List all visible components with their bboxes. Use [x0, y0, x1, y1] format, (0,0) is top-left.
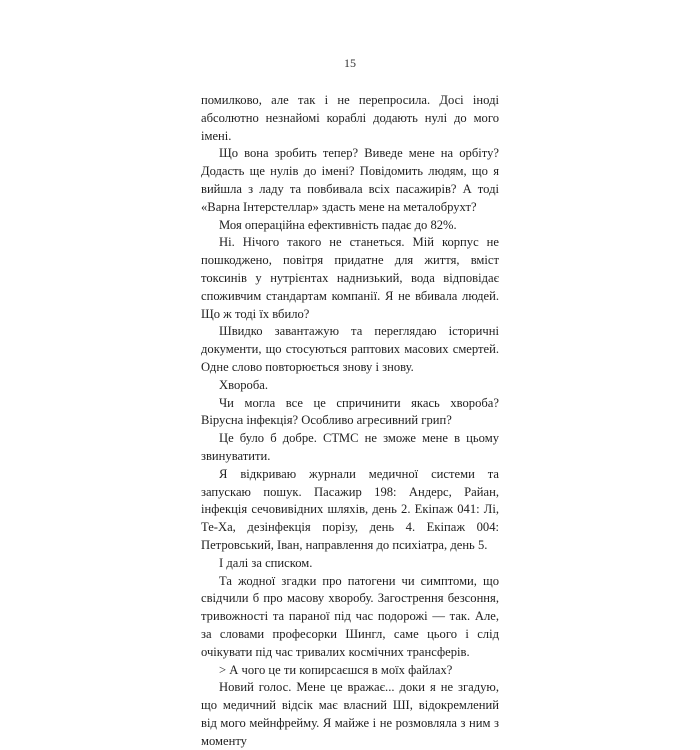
- page-number: 15: [344, 56, 356, 70]
- paragraph: Що вона зробить тепер? Виведе мене на орбіту? Додасть ще нулів до імені? Повідомить людям, що я вийшла з ладу та повбивала всіх пасажирів? А тоді «Варна Інтерстеллар» здасть мене на металобрухт?: [201, 146, 499, 214]
- paragraph: Та жодної згадки про патогени чи симптоми, що свідчили б про масову хворобу. Загострення безсоння, тривожності та параної під час подорожі — так. Але, за словами професорки Шингл, саме цього і слід очікувати під час тривалих космічних трансферів.: [201, 573, 499, 659]
- paragraph: Чи могла все це спричинити якась хвороба? Вірусна інфекція? Особливо агресивний грип?: [201, 395, 499, 428]
- paragraph: Швидко завантажую та переглядаю історичні документи, що стосуються раптових масових смертей. Одне слово повторюється знову і знову.: [201, 324, 499, 374]
- body-text: [201, 92, 499, 750]
- paragraph: > А чого це ти копирсаєшся в моїх файлах?: [219, 662, 453, 677]
- paragraph: Це було б добре. СТМС не зможе мене в цьому звинуватити.: [201, 431, 499, 463]
- paragraph: Моя операційна ефективність падає до 82%.: [219, 217, 457, 232]
- paragraph: Хвороба.: [219, 377, 268, 392]
- paragraph: Новий голос. Мене це вражає... доки я не згадую, що медичний відсік має власний ШІ, відокремлений від мого мейнфрейму. Я майже і не розмовляла з ним з моменту: [201, 680, 499, 748]
- paragraph: помилково, але так і не перепросила. Досі іноді абсолютно незнайомі кораблі додають нулі до мого імені.: [201, 93, 499, 143]
- paragraph: Ні. Нічого такого не станеться. Мій корпус не пошкоджено, повітря придатне для життя, вміст токсинів у нутрієнтах наднизький, вода відповідає споживчим стандартам компанії. Я не вбивала людей. Що ж тоді їх вбило?: [201, 235, 499, 321]
- paragraph: Я відкриваю журнали медичної системи та запускаю пошук. Пасажир 198: Андерс, Райан, інфекція сечовивідних шляхів, день 2. Екіпаж 041: Лі, Те-Ха, дезінфекція порізу, день 4. Екіпаж 004: Петровський, Іван, направлення до психіатра, день 5.: [201, 466, 499, 552]
- paragraph: І далі за списком.: [219, 555, 313, 570]
